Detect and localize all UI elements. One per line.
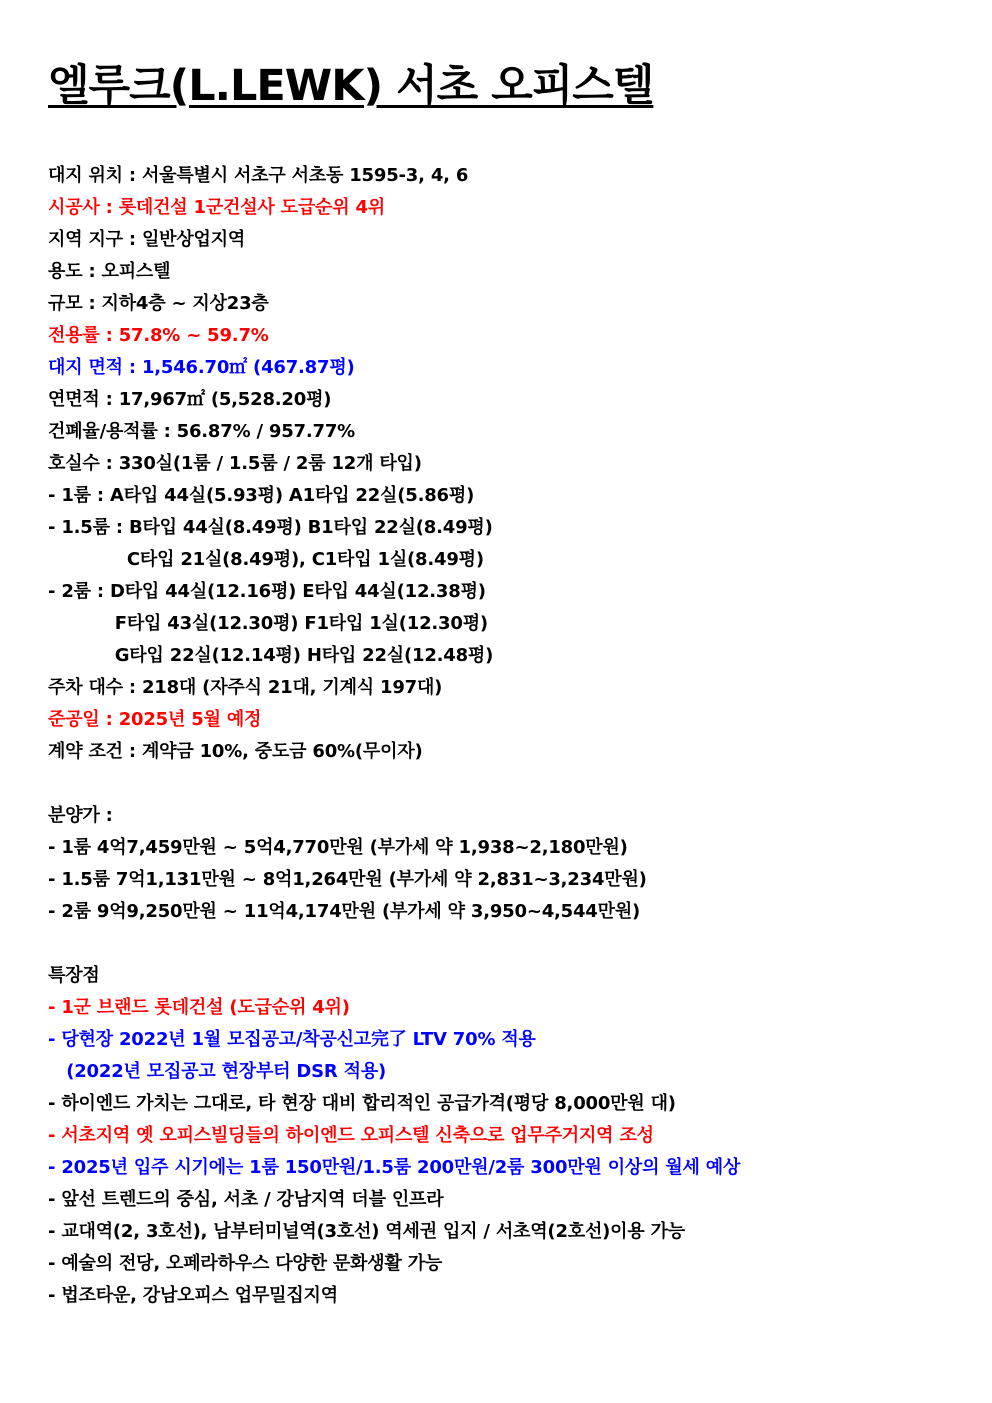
contract-terms: 계약 조건 : 계약금 10%, 중도금 60%(무이자) [48,741,423,762]
price-1-5room: - 1.5룸 7억1,131만원 ~ 8억1,264만원 (부가세 약 2,831~3,234만원) [48,869,647,890]
unit-type-2room-cont-1: F타입 43실(12.30평) F1타입 1실(12.30평) [48,613,488,634]
builder: 시공사 : 롯데건설 1군건설사 도급순위 4위 [48,197,385,218]
feature-item: - 교대역(2, 3호선), 남부터미널역(3호선) 역세권 입지 / 서초역(2호선)이용 가능 [48,1221,685,1242]
feature-item: - 2025년 입주 시기에는 1룸 150만원/1.5룸 200만원/2룸 300만원 이상의 월세 예상 [48,1157,741,1178]
feature-item: - 법조타운, 강남오피스 업무밀집지역 [48,1285,338,1306]
scale: 규모 : 지하4층 ~ 지상23층 [48,293,269,314]
coverage-far: 건폐율/용적률 : 56.87% / 957.77% [48,421,356,442]
unit-type-1room: - 1룸 : A타입 44실(5.93평) A1타입 22실(5.86평) [48,485,475,506]
site-location: 대지 위치 : 서울특별시 서초구 서초동 1595-3, 4, 6 [48,165,469,186]
document-body [48,160,968,1312]
unit-type-2room: - 2룸 : D타입 44실(12.16평) E타입 44실(12.38평) [48,581,486,602]
feature-item: - 당현장 2022년 1월 모집공고/착공신고完了 LTV 70% 적용 [48,1029,536,1050]
use: 용도 : 오피스텔 [48,261,171,282]
price-2room: - 2룸 9억9,250만원 ~ 11억4,174만원 (부가세 약 3,950~4,544만원) [48,901,641,922]
spacer [48,768,968,800]
price-1room: - 1룸 4억7,459만원 ~ 5억4,770만원 (부가세 약 1,938~2,180만원) [48,837,628,858]
feature-item: - 하이엔드 가치는 그대로, 타 현장 대비 합리적인 공급가격(평당 8,000만원 대) [48,1093,676,1114]
zoning: 지역 지구 : 일반상업지역 [48,229,246,250]
gross-area: 연면적 : 17,967㎡ (5,528.20평) [48,389,332,410]
exclusive-ratio: 전용률 : 57.8% ~ 59.7% [48,325,269,346]
parking: 주차 대수 : 218대 (자주식 21대, 기계식 197대) [48,677,443,698]
feature-item: - 1군 브랜드 롯데건설 (도급순위 4위) [48,997,350,1018]
site-area: 대지 면적 : 1,546.70㎡ (467.87평) [48,357,355,378]
feature-item: (2022년 모집공고 현장부터 DSR 적용) [48,1061,387,1082]
page-title: 엘루크(L.LEWK) 서초 오피스텔 [48,61,654,111]
feature-item: - 예술의 전당, 오페라하우스 다양한 문화생활 가능 [48,1253,443,1274]
feature-item: - 앞선 트렌드의 중심, 서초 / 강남지역 더블 인프라 [48,1189,444,1210]
unit-type-1-5room-cont: C타입 21실(8.49평), C1타입 1실(8.49평) [48,549,484,570]
unit-type-2room-cont-2: G타입 22실(12.14평) H타입 22실(12.48평) [48,645,494,666]
unit-count: 호실수 : 330실(1룸 / 1.5룸 / 2룸 12개 타입) [48,453,422,474]
pricing-heading: 분양가 : [48,805,113,826]
unit-type-1-5room: - 1.5룸 : B타입 44실(8.49평) B1타입 22실(8.49평) [48,517,493,538]
completion-date: 준공일 : 2025년 5월 예정 [48,709,262,730]
feature-item: - 서초지역 옛 오피스빌딩들의 하이엔드 오피스텔 신축으로 업무주거지역 조성 [48,1125,654,1146]
spacer [48,928,968,960]
features-heading: 특장점 [48,965,100,986]
